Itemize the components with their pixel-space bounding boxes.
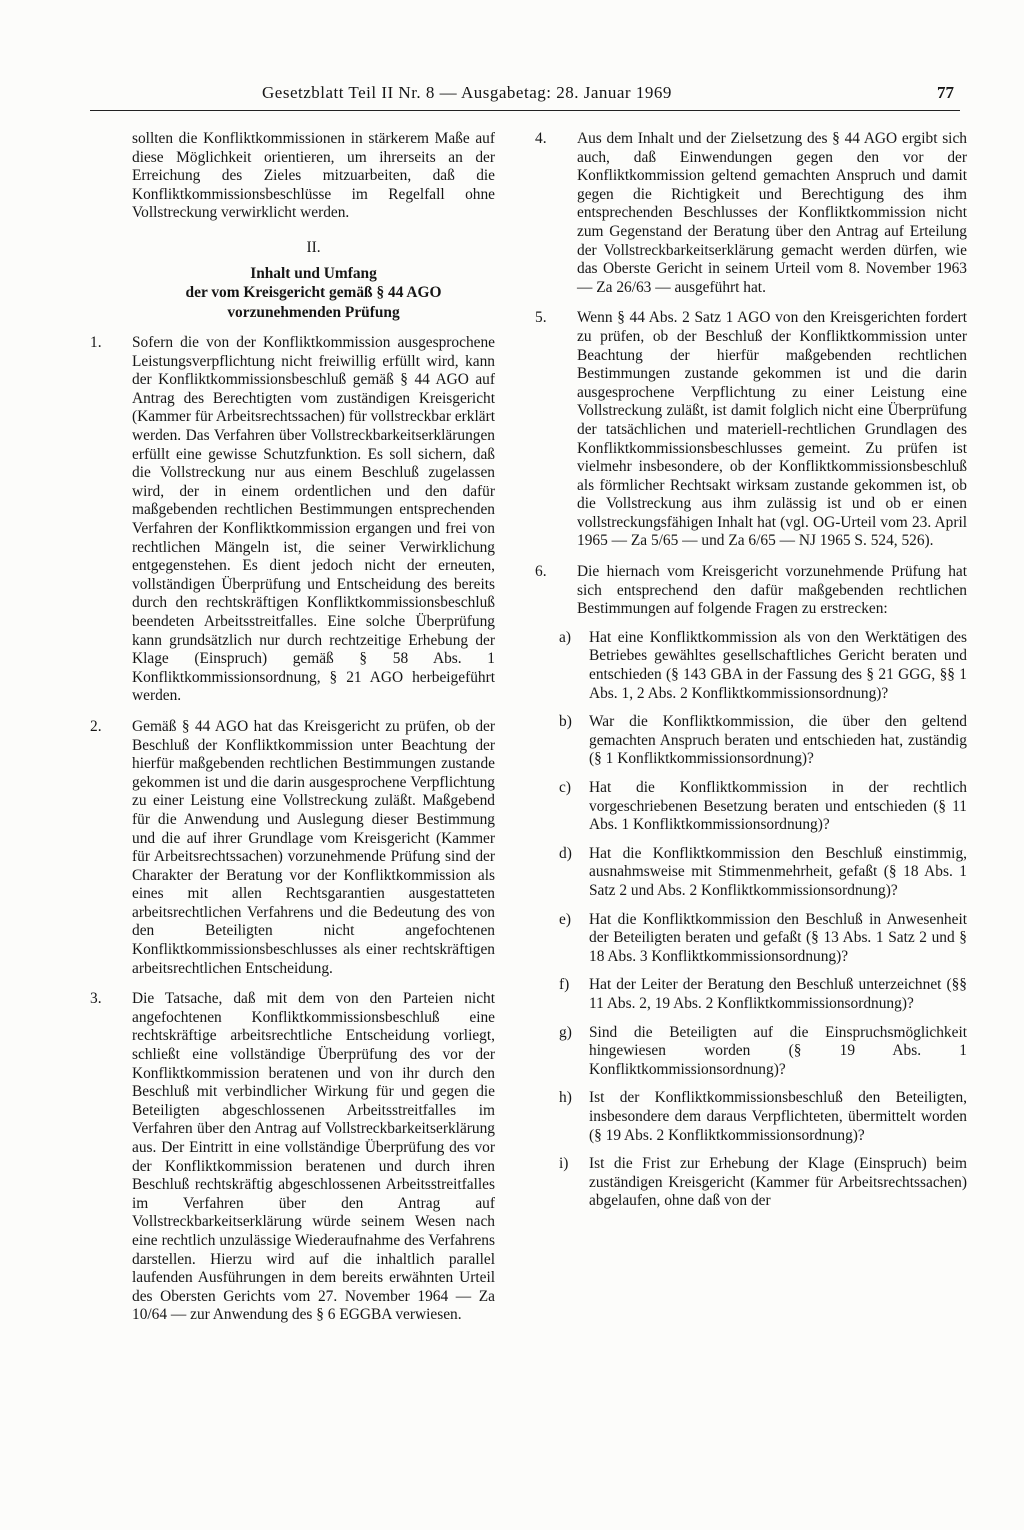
question-item xyxy=(535,779,967,835)
numbered-paragraph xyxy=(535,130,967,297)
paragraph-number: 1. xyxy=(90,334,102,352)
section-title-line: vorzunehmenden Prüfung xyxy=(227,303,400,321)
paragraph-text: Die Tatsache, daß mit dem von den Parteien nicht angefochtenen Konfliktkommissionsbeschluß eine rechtskräftige arbeitsrechtliche Entscheidung vorliegt, schließt eine vollständige Überprüfung des vor der Konfliktkommission beratenen und von ihr durch den Beschluß mit verbindlicher Wirkung für und gegen die Beteiligten abgeschlossenen Arbeitsstreitfalles im Verfahren über den Antrag auf Vollstreckbarkeitserklärung aus. Der Eintritt in eine vollständige Überprüfung des vor der Konfliktkommission beratenen und durch ihren Beschluß rechtskräftig abgeschlossenen Arbeitsstreitfalles im Verfahren über den Antrag auf Vollstreckbarkeitserklärung würde seinem Wesen nach eine rechtlich unzulässige Wiederaufnahme des Verfahrens darstellen. Hierzu wird auf die inhaltlich parallel laufenden Ausführungen in dem bereits erwähnten Urteil des Obersten Gerichts vom 27. November 1964 — Za 10/64 — zur Anwendung des § 6 EGGBA verwiesen. xyxy=(132,990,495,1324)
numbered-paragraph xyxy=(90,990,495,1325)
question-item xyxy=(535,976,967,1013)
question-item xyxy=(535,1024,967,1080)
paragraph-text: Die hiernach vom Kreisgericht vorzunehmende Prüfung hat sich entsprechend den dafür maßgebenden rechtlichen Bestimmungen auf folgende Fragen zu erstrecken: xyxy=(577,563,967,618)
question-text: Hat die Konfliktkommission den Beschluß in Anwesenheit der Beteiligten beraten und gefaßt (§ 13 Abs. 1 Satz 2 und § 18 Abs. 3 Konfliktkommissionsordnung)? xyxy=(589,910,967,965)
section-number: II. xyxy=(306,238,321,256)
numbered-paragraph xyxy=(90,334,495,706)
paragraph-text: Gemäß § 44 AGO hat das Kreisgericht zu prüfen, ob der Beschluß der Konfliktkommission unter Beachtung der hierfür maßgebenden rechtlichen Bestimmungen zustande gekommen ist und die darin ausgesprochene Verpflichtung zu einer Leistung eine Vollstreckung zuläßt. Maßgebend für die Anwendung und Auslegung dieser Bestimmung und die auf ihrer Grundlage vom Kreisgericht (Kammer für Arbeitsrechtssachen) vorzunehmende Prüfung sind der Charakter der Beratung vor der Konfliktkommission als eines mit allen Rechtsgarantien ausgestatteten arbeitsrechtlichen Verfahrens und die Bedeutung des von den Beteiligten nicht angefochtenen Konfliktkommissionsbeschlusses als einer rechtskräftigen arbeitsrechtlichen Entscheidung. xyxy=(132,717,495,977)
question-text: War die Konfliktkommission, die über den geltend gemachten Anspruch beraten und entschieden hat, zuständig (§ 1 Konfliktkommissionsordnung)? xyxy=(589,713,967,768)
section-title-line: Inhalt und Umfang xyxy=(250,264,377,282)
paragraph-number: 5. xyxy=(535,309,547,327)
paragraph-text: Wenn § 44 Abs. 2 Satz 1 AGO von den Kreisgerichten fordert zu prüfen, ob der Beschluß der Konfliktkommission unter Beachtung der hierfür maßgebenden rechtlichen Bestimmungen zustande gekommen ist und die darin ausgesprochene Verpflichtung zu einer Leistung eine Vollstreckung zuläßt, ist damit folglich nicht eine Überprüfung der tatsächlichen und materiell-rechtlichen Grundlagen des Konfliktkommissionsbeschlusses gemeint. Zu prüfen ist vielmehr insbesondere, ob der Konfliktkommissionsbeschluß als förmlicher Rechtsakt wirksam zustande gekommen ist, ob die Vollstreckung aus ihm zulässig ist und ob er einen vollstreckungsfähigen Inhalt hat (vgl. OG-Urteil vom 23. April 1965 — Za 5/65 — und Za 6/65 — NJ 1965 S. 524, 526). xyxy=(577,309,967,550)
page-header xyxy=(90,80,960,111)
question-letter: g) xyxy=(559,1023,572,1041)
question-letter: d) xyxy=(559,844,572,862)
question-item xyxy=(535,845,967,901)
question-text: Hat die Konfliktkommission den Beschluß einstimmig, ausnahmsweise mit Stimmenmehrheit, gefaßt (§ 18 Abs. 1 Satz 2 und Abs. 2 Konfliktkommissionsordnung)? xyxy=(589,844,967,899)
numbered-paragraph xyxy=(535,309,967,551)
paragraph-number: 2. xyxy=(90,717,102,735)
question-letter: a) xyxy=(559,628,571,646)
question-letter: c) xyxy=(559,779,571,796)
paragraph-number: 6. xyxy=(535,563,547,581)
question-letter: b) xyxy=(559,713,572,731)
question-item xyxy=(535,1089,967,1145)
section-title-line: der vom Kreisgericht gemäß § 44 AGO xyxy=(185,284,442,302)
question-letter: i) xyxy=(559,1155,569,1173)
numbered-paragraph xyxy=(90,718,495,978)
question-text: Hat der Leiter der Beratung den Beschluß unterzeichnet (§§ 11 Abs. 2, 19 Abs. 2 Konfliktkommissionsordnung)? xyxy=(589,976,967,1012)
question-letter: h) xyxy=(559,1089,572,1107)
numbered-paragraph xyxy=(535,563,967,619)
intro-paragraph: sollten die Konfliktkommissionen in stärkerem Maße auf diese Möglichkeit orientieren, um ihrerseits an der Erreichung des Zieles mitzuarbeiten, daß die Konfliktkommissionsbeschlüsse im Regelfall ohne Vollstreckung verwirklicht werden. xyxy=(132,130,495,222)
left-column xyxy=(90,130,495,1337)
running-title: Gesetzblatt Teil II Nr. 8 — Ausgabetag: 28. Januar 1969 xyxy=(262,83,672,102)
question-text: Hat die Konfliktkommission in der rechtlich vorgeschriebenen Besetzung beraten und entschieden (§ 11 Abs. 1 Konfliktkommissionsordnung)? xyxy=(589,779,967,834)
question-item xyxy=(535,629,967,703)
right-column xyxy=(535,130,967,1221)
question-letter: e) xyxy=(559,910,571,928)
question-text: Sind die Beteiligten auf die Einspruchsmöglichkeit hingewiesen worden (§ 19 Abs. 1 Konfliktkommissionsordnung)? xyxy=(589,1023,967,1078)
page-number: 77 xyxy=(937,83,954,102)
question-text: Ist die Frist zur Erhebung der Klage (Einspruch) beim zuständigen Kreisgericht (Kammer für Arbeitsrechtssachen) abgelaufen, ohne daß von der xyxy=(589,1155,967,1210)
section-title xyxy=(90,264,495,323)
question-item xyxy=(535,911,967,967)
paragraph-number: 4. xyxy=(535,130,547,147)
question-item xyxy=(535,1155,967,1211)
paragraph-text: Sofern die von der Konfliktkommission ausgesprochene Leistungsverpflichtung nicht freiwillig erfüllt wird, kann der Konfliktkommissionsbeschluß gemäß § 44 AGO auf Antrag des Berechtigten vom zuständigen Kreisgericht (Kammer für Arbeitsrechtssachen) für vollstreckbar erklärt werden. Das Verfahren über Vollstreckbarkeitserklärungen erfüllt eine gewisse Schutzfunktion. Es soll sichern, daß die Vollstreckung nur aus einem Beschluß zugelassen wird, der in einem ordentlichen und den dafür maßgebenden rechtlichen Bestimmungen entsprechenden Verfahren der Konfliktkommission ergangen und frei von rechtlichen Mängeln ist, die seiner Verwirklichung entgegenstehen. Es dient jedoch nicht der erneuten, vollständigen Überprüfung und Entscheidung des bereits durch den rechtskräftigen Konfliktkommissionsbeschluß beendeten Arbeitsstreitfalles. Eine solche Überprüfung kann grundsätzlich nur durch rechtzeitige Erhebung der Klage (Einspruch) gemäß § 58 Abs. 1 Konfliktkommissionsordnung, § 21 AGO herbeigeführt werden. xyxy=(132,334,495,705)
paragraph-text: Aus dem Inhalt und der Zielsetzung des § 44 AGO ergibt sich auch, daß Einwendungen gegen den vor der Konfliktkommission geltend gemachten Anspruch und damit gegen die Richtigkeit und Berechtigung des ihm entsprechenden Beschlusses der Konfliktkommission nicht zum Gegenstand der Beratung über den Antrag auf Erteilung der Vollstreckbarkeitserklärung gemacht werden dürfen, wie das Oberste Gericht in seinem Urteil vom 8. November 1963 — Za 26/63 — ausgeführt hat. xyxy=(577,130,967,296)
question-text: Ist der Konfliktkommissionsbeschluß den Beteiligten, insbesondere dem daraus Verpflichteten, übermittelt worden (§ 19 Abs. 2 Konfliktkommissionsordnung)? xyxy=(589,1089,967,1144)
question-item xyxy=(535,713,967,769)
question-text: Hat eine Konfliktkommission als von den Werktätigen des Betriebes gewähltes gesellschaftliches Gericht beraten und entschieden (§ 143 GBA in der Fassung des § 21 GGG, §§ 1 Abs. 1, 2 Abs. 2 Konfliktkommissionsordnung)? xyxy=(589,628,967,702)
question-letter: f) xyxy=(559,976,570,994)
paragraph-number: 3. xyxy=(90,990,102,1008)
